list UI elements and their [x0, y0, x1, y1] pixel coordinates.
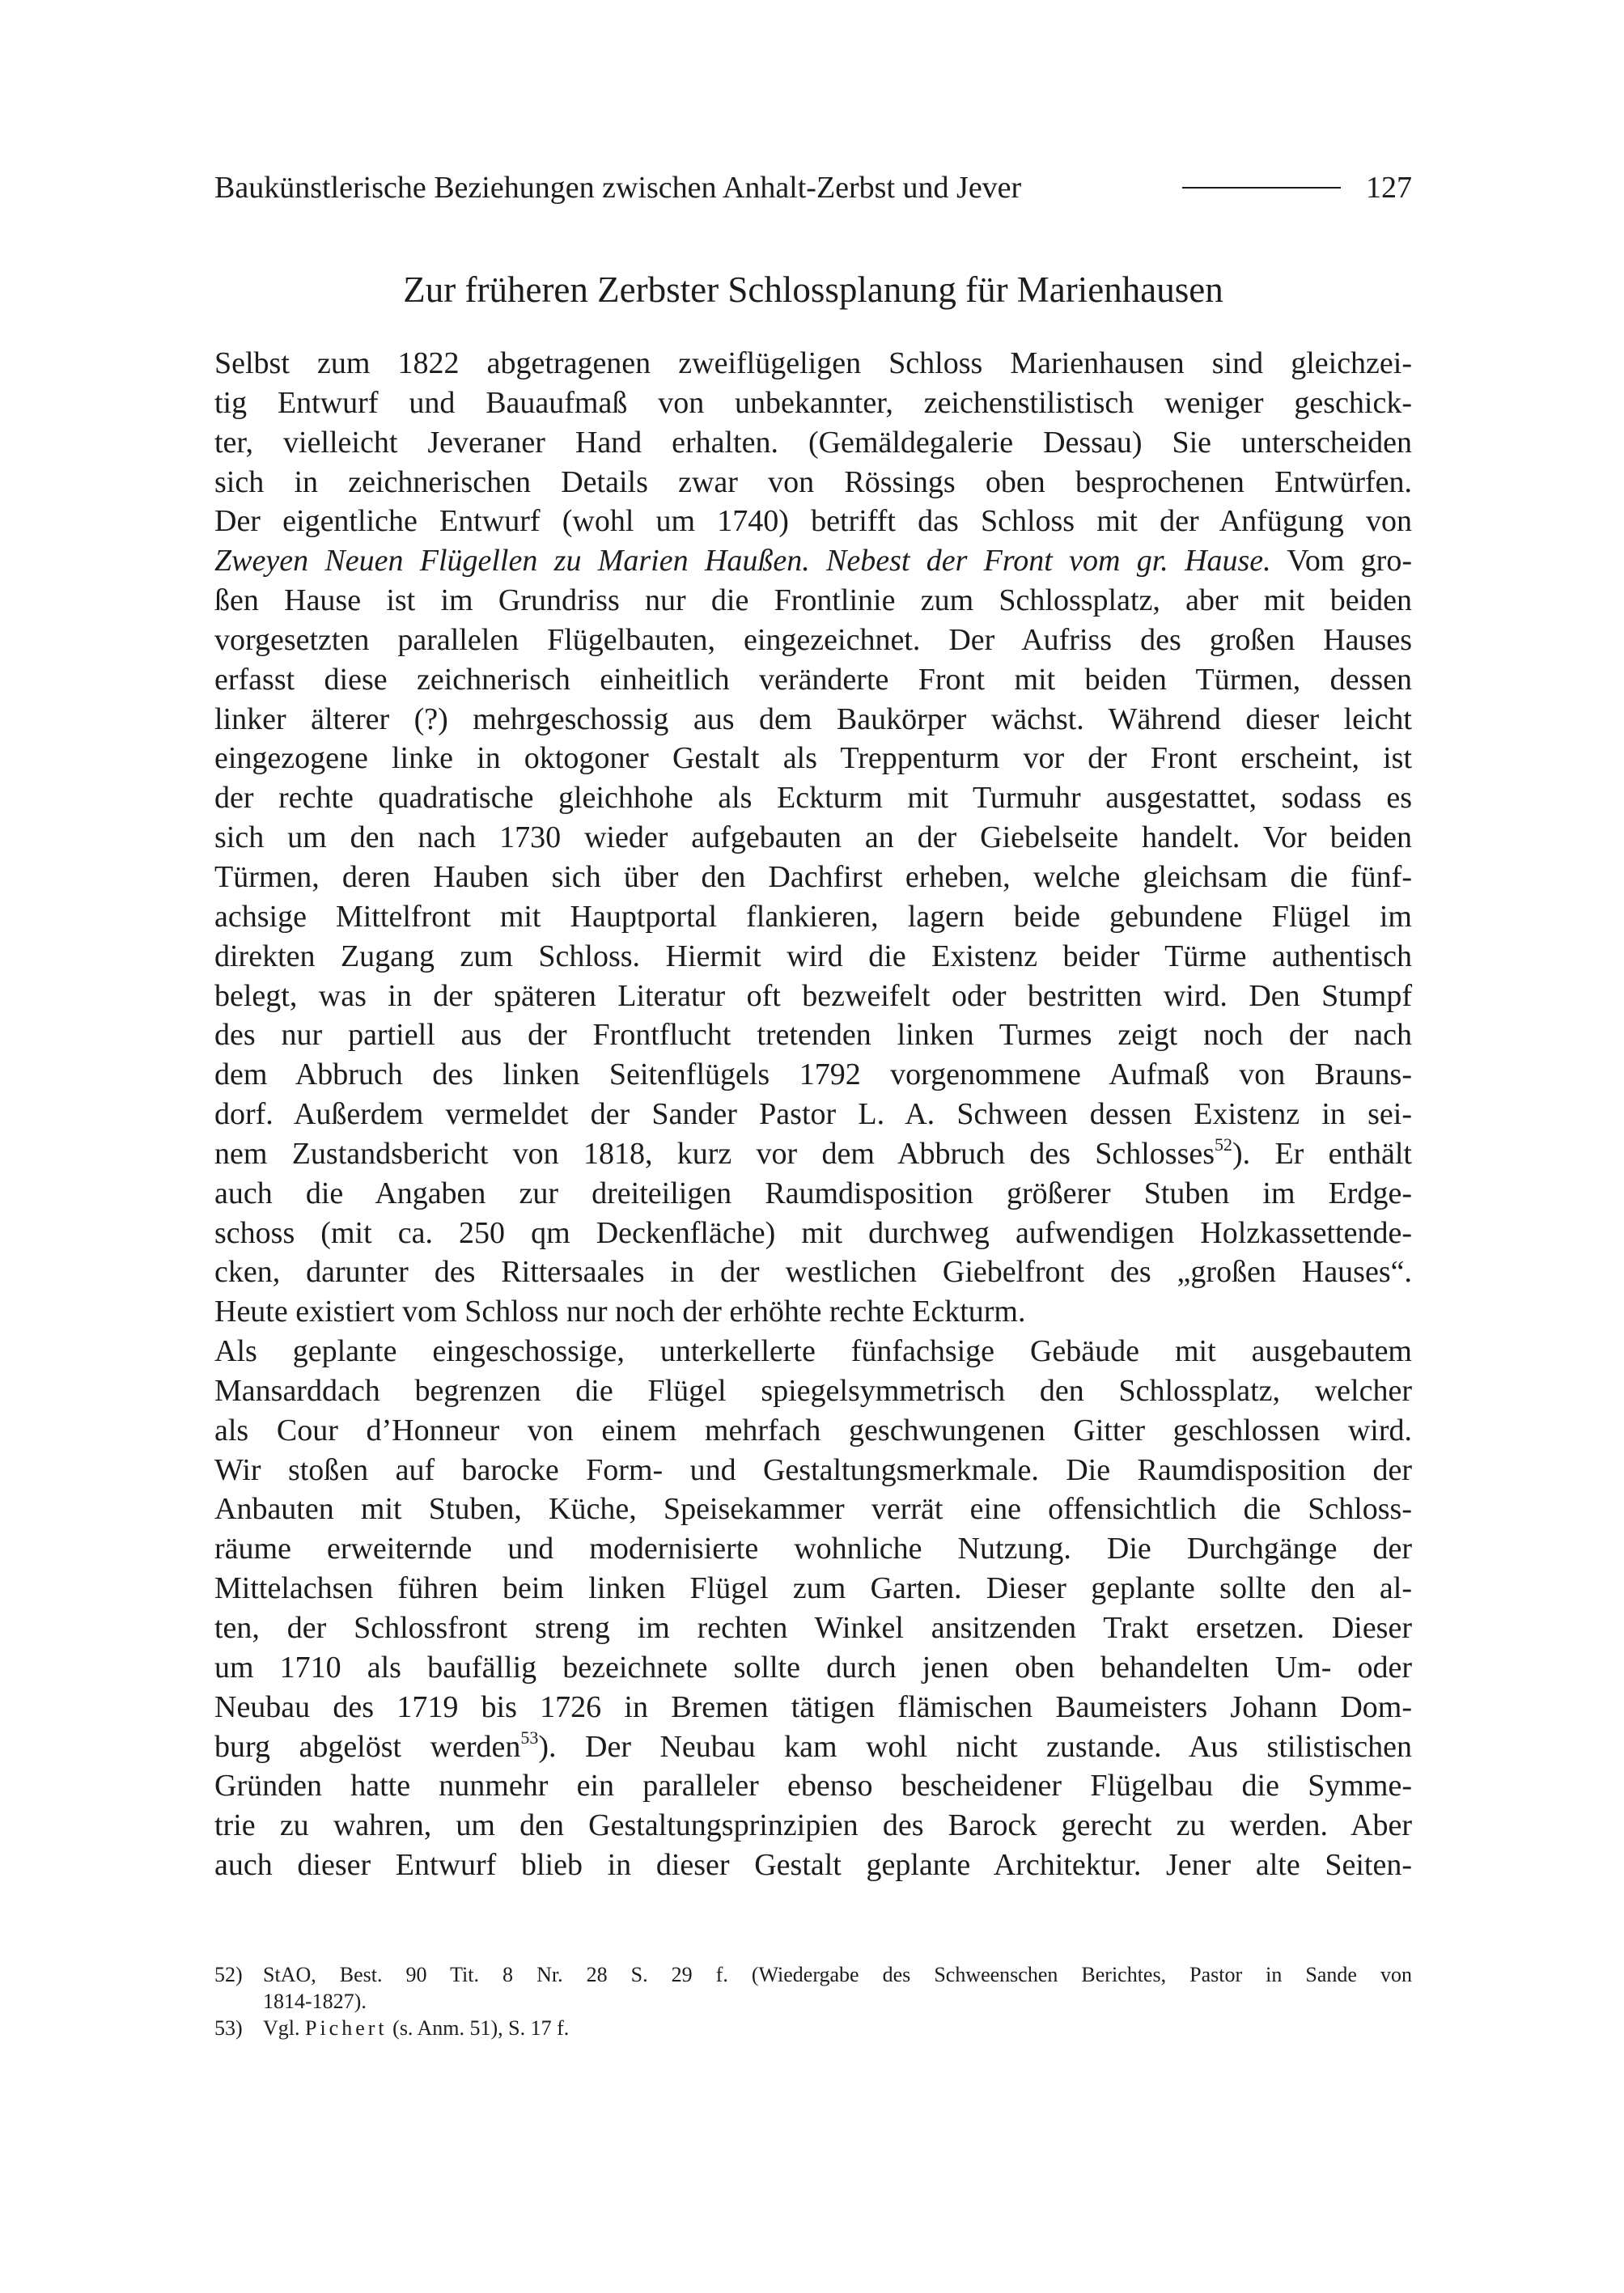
- footnote-text: Vgl.: [263, 2016, 305, 2040]
- body-line: tig Entwurf und Bauaufmaß von unbekannter, zeichenstilistisch weniger geschick-: [214, 385, 1412, 420]
- section-heading: Zur früheren Zerbster Schlossplanung für Marienhausen: [403, 269, 1223, 310]
- body-line: schoss (mit ca. 250 qm Deckenfläche) mit durchweg aufwendigen Holzkassettende-: [214, 1215, 1412, 1250]
- italic-quotation: Zweyen Neuen Flügellen zu Marien Haußen. Nebest der Front vom gr. Hause.: [214, 544, 1271, 579]
- footnote-text: (s. Anm. 51), S. 17 f.: [387, 2016, 570, 2040]
- body-text-span: Vom gro-: [1270, 544, 1412, 579]
- body-line: räume erweiternde und modernisierte wohnliche Nutzung. Die Durchgänge der: [214, 1532, 1412, 1566]
- running-head-rule: [1182, 187, 1341, 189]
- body-line: des nur partiell aus der Frontflucht tretenden linken Turmes zeigt noch der nach: [214, 1018, 1412, 1053]
- body-line: Gründen hatte nunmehr ein paralleler ebenso bescheidener Flügelbau die Symme-: [214, 1769, 1412, 1803]
- body-line: um 1710 als baufällig bezeichnete sollte durch jenen oben behandelten Um- oder: [214, 1650, 1412, 1685]
- body-line: Mittelachsen führen beim linken Flügel zum Garten. Dieser geplante sollte den al-: [214, 1571, 1412, 1606]
- body-line: Der eigentliche Entwurf (wohl um 1740) betrifft das Schloss mit der Anfügung von: [214, 504, 1412, 539]
- body-line: sich in zeichnerischen Details zwar von Rössings oben besprochenen Entwürfen.: [214, 464, 1412, 499]
- body-line: auch dieser Entwurf blieb in dieser Gestalt geplante Architektur. Jener alte Seiten-: [214, 1848, 1412, 1883]
- body-line: dorf. Außerdem vermeldet der Sander Pastor L. A. Schween dessen Existenz in sei-: [214, 1097, 1412, 1132]
- running-head: [214, 168, 1412, 207]
- body-line: trie zu wahren, um den Gestaltungsprinzipien des Barock gerecht zu werden. Aber: [214, 1808, 1412, 1843]
- footnote-number: 52): [214, 1963, 243, 1986]
- body-line: dem Abbruch des linken Seitenflügels 1792 vorgenommene Aufmaß von Brauns-: [214, 1057, 1412, 1092]
- body-line: Neubau des 1719 bis 1726 in Bremen tätigen flämischen Baumeisters Johann Dom-: [214, 1689, 1412, 1724]
- body-line: achsige Mittelfront mit Hauptportal flankieren, lagern beide gebundene Flügel im: [214, 899, 1412, 934]
- footnote-ref-52: 52: [1215, 1134, 1233, 1155]
- body-text: [214, 344, 1412, 1885]
- body-line: cken, darunter des Rittersaales in der westlichen Giebelfront des „großen Hauses“.: [214, 1255, 1412, 1290]
- body-line: Heute existiert vom Schloss nur noch der erhöhte rechte Eckturm.: [214, 1295, 1026, 1329]
- body-line: direkten Zugang zum Schloss. Hiermit wird die Existenz beider Türme authentisch: [214, 939, 1412, 973]
- footnote-ref-53: 53: [520, 1727, 539, 1748]
- footnote-53: [214, 2015, 1412, 2041]
- running-head-title: Baukünstlerische Beziehungen zwischen Anhalt-Zerbst und Jever: [214, 171, 1022, 205]
- body-line: eingezogene linke in oktogoner Gestalt als Treppenturm vor der Front erscheint, ist: [214, 741, 1412, 776]
- footnotes: [214, 1961, 1412, 2041]
- body-line: ßen Hause ist im Grundriss nur die Frontlinie zum Schlossplatz, aber mit beiden: [214, 583, 1412, 618]
- body-line: Selbst zum 1822 abgetragenen zweiflügeligen Schloss Marienhausen sind gleichzei-: [214, 346, 1412, 380]
- body-line: ter, vielleicht Jeveraner Hand erhalten. (Gemäldegalerie Dessau) Sie unterscheiden: [214, 425, 1412, 460]
- page-number: 127: [1366, 171, 1412, 205]
- body-line: der rechte quadratische gleichhohe als Eckturm mit Turmuhr ausgestattet, sodass es: [214, 781, 1412, 816]
- footnote-body: [263, 2015, 1412, 2041]
- body-line: erfasst diese zeichnerisch einheitlich veränderte Front mit beiden Türmen, dessen: [214, 662, 1412, 697]
- body-text-span: burg abgelöst werden: [214, 1729, 521, 1764]
- body-line: belegt, was in der späteren Literatur oft bezweifelt oder bestritten wird. Den Stumpf: [214, 978, 1412, 1013]
- footnote-author: Pichert: [305, 2016, 388, 2040]
- body-line: linker älterer (?) mehrgeschossig aus dem Baukörper wächst. Während dieser leicht: [214, 701, 1412, 736]
- footnote-line: 1814-1827).: [263, 1990, 367, 2013]
- body-line: [214, 1134, 1412, 1174]
- footnote-number: 53): [214, 2016, 243, 2040]
- body-line: Als geplante eingeschossige, unterkellerte fünfachsige Gebäude mit ausgebautem: [214, 1334, 1412, 1369]
- footnote-line: StAO, Best. 90 Tit. 8 Nr. 28 S. 29 f. (Wiedergabe des Schweenschen Berichtes, Pastor in Sande von: [263, 1963, 1412, 1986]
- body-line: als Cour d’Honneur von einem mehrfach geschwungenen Gitter geschlossen wird.: [214, 1413, 1412, 1447]
- body-line: [214, 1727, 1412, 1767]
- body-line: Wir stoßen auf barocke Form- und Gestaltungsmerkmale. Die Raumdisposition der: [214, 1452, 1412, 1487]
- body-text-span: nem Zustandsbericht von 1818, kurz vor dem Abbruch des Schlosses: [214, 1136, 1215, 1171]
- body-line: Mansarddach begrenzen die Flügel spiegelsymmetrisch den Schlossplatz, welcher: [214, 1373, 1412, 1408]
- footnote-line: [263, 2015, 1412, 2041]
- body-line: Türmen, deren Hauben sich über den Dachfirst erheben, welche gleichsam die fünf-: [214, 859, 1412, 894]
- body-line: vorgesetzten parallelen Flügelbauten, eingezeichnet. Der Aufriss des großen Hauses: [214, 622, 1412, 657]
- body-text-span: ). Der Neubau kam wohl nicht zustande. Aus stilistischen: [538, 1729, 1412, 1764]
- body-line: ten, der Schlossfront streng im rechten Winkel ansitzenden Trakt ersetzen. Dieser: [214, 1611, 1412, 1645]
- body-line: auch die Angaben zur dreiteiligen Raumdisposition größerer Stuben im Erdge-: [214, 1176, 1412, 1210]
- footnote-52: [214, 1961, 1412, 2015]
- body-line: sich um den nach 1730 wieder aufgebauten an der Giebelseite handelt. Vor beiden: [214, 820, 1412, 855]
- body-line: [214, 541, 1412, 581]
- body-text-span: ). Er enthält: [1232, 1136, 1412, 1171]
- body-line: Anbauten mit Stuben, Küche, Speisekammer verrät eine offensichtlich die Schloss-: [214, 1492, 1412, 1527]
- footnote-body: [263, 1961, 1412, 2015]
